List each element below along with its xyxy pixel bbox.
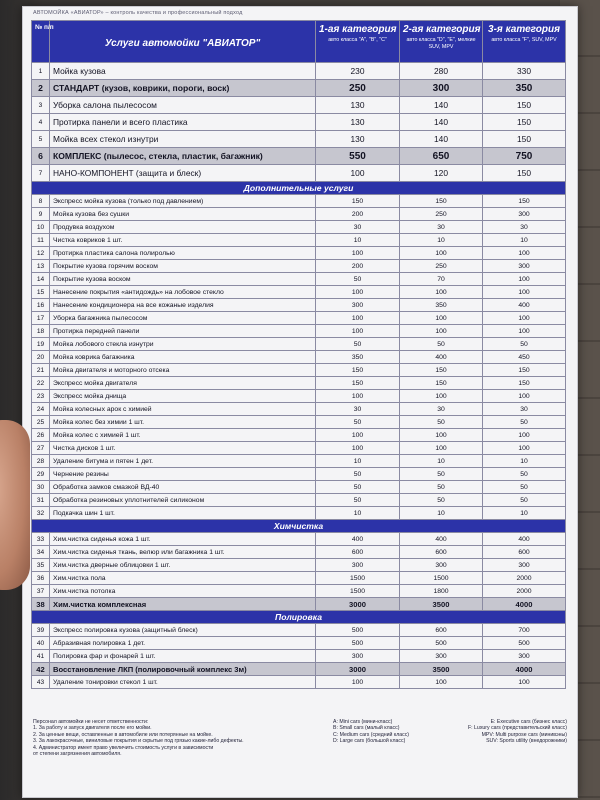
row-service: Удаление битума и пятен 1 дет. [50,455,316,468]
section-header [32,611,566,624]
row-price-cat3: 300 [483,559,566,572]
row-number: 31 [32,494,50,507]
row-number: 7 [32,165,50,182]
row-price-cat3: 350 [483,80,566,97]
row-service: Продувка воздухом [50,221,316,234]
footer-note-line: от степени загрязнения автомобиля. [33,751,122,758]
row-number: 33 [32,533,50,546]
row-number: 24 [32,403,50,416]
row-price-cat3: 700 [483,624,566,637]
row-price-cat3: 100 [483,429,566,442]
row-number: 3 [32,97,50,114]
row-price-cat1: 100 [316,165,400,182]
row-price-cat2: 300 [400,559,483,572]
row-number: 12 [32,247,50,260]
table-row [32,637,566,650]
row-price-cat2: 150 [400,364,483,377]
row-price-cat2: 100 [400,312,483,325]
row-price-cat1: 100 [316,325,400,338]
row-number: 19 [32,338,50,351]
table-row [32,390,566,403]
table-row [32,338,566,351]
row-price-cat2: 1500 [400,572,483,585]
row-service: Мойка колес без химии 1 шт. [50,416,316,429]
row-number: 13 [32,260,50,273]
footer-note-line: 4. Администратор имеет право увеличить стоимость услуги в зависимости [33,744,214,751]
row-price-cat3: 100 [483,676,566,689]
row-price-cat3: 2000 [483,572,566,585]
row-price-cat1: 3000 [316,598,400,611]
row-price-cat2: 140 [400,97,483,114]
row-number: 39 [32,624,50,637]
table-row [32,260,566,273]
row-service: Хим.чистка пола [50,572,316,585]
holding-thumb [0,420,30,590]
row-number: 32 [32,507,50,520]
row-service: Мойка кузова [50,63,316,80]
car-class-line: B: Small cars (малый класс) [333,725,400,732]
row-price-cat3: 400 [483,299,566,312]
car-class-line: F: Luxury cars (представительский класс) [468,725,567,732]
row-service: Протирка панели и всего пластика [50,114,316,131]
row-service: Мойка кузова без сушки [50,208,316,221]
table-row [32,663,566,676]
row-price-cat2: 3500 [400,598,483,611]
row-number: 4 [32,114,50,131]
row-service: Мойка колес с химией 1 шт. [50,429,316,442]
row-price-cat2: 120 [400,165,483,182]
row-price-cat1: 1500 [316,585,400,598]
row-price-cat3: 10 [483,507,566,520]
table-row [32,559,566,572]
row-price-cat3: 300 [483,208,566,221]
category-2-name: 2-ая категория [403,24,481,35]
table-row [32,148,566,165]
row-service: Удаление тонировки стекол 1 шт. [50,676,316,689]
row-service: Мойка коврика багажника [50,351,316,364]
row-price-cat2: 50 [400,481,483,494]
row-price-cat3: 750 [483,148,566,165]
category-1-name: 1-ая категория [319,24,397,35]
table-row [32,114,566,131]
row-service: Мойка двигателя и моторного отсека [50,364,316,377]
row-price-cat1: 50 [316,494,400,507]
row-service: Чернение резины [50,468,316,481]
row-service: Мойка всех стекол изнутри [50,131,316,148]
footer-classes-left [333,719,443,745]
row-number: 30 [32,481,50,494]
row-service: Хим.чистка потолка [50,585,316,598]
row-price-cat2: 100 [400,429,483,442]
row-number: 43 [32,676,50,689]
row-price-cat2: 100 [400,247,483,260]
row-number: 36 [32,572,50,585]
row-price-cat1: 100 [316,390,400,403]
row-price-cat2: 100 [400,676,483,689]
row-number: 22 [32,377,50,390]
row-service: Хим.чистка сиденья ткань, велюр или багажника 1 шт. [50,546,316,559]
row-service: Нанесение покрытия «антидождь» на лобовое стекло [50,286,316,299]
table-body [32,63,566,689]
row-price-cat1: 100 [316,429,400,442]
row-price-cat3: 150 [483,377,566,390]
row-price-cat2: 400 [400,351,483,364]
row-number: 35 [32,559,50,572]
row-price-cat2: 250 [400,208,483,221]
row-price-cat1: 30 [316,403,400,416]
category-2-sub: авто класса "D", "E", мелкие SUV, MPV [406,37,476,50]
row-price-cat1: 150 [316,377,400,390]
row-service: Покрытие кузова горячим воском [50,260,316,273]
row-number: 14 [32,273,50,286]
category-1-sub: авто класса "А", "В", "С" [328,37,387,43]
row-number: 16 [32,299,50,312]
row-price-cat1: 150 [316,195,400,208]
row-number: 17 [32,312,50,325]
table-row [32,195,566,208]
row-price-cat1: 30 [316,221,400,234]
row-service: Хим.чистка сиденья кожа 1 шт. [50,533,316,546]
row-price-cat3: 10 [483,234,566,247]
row-price-cat1: 300 [316,559,400,572]
row-number: 29 [32,468,50,481]
row-price-cat1: 100 [316,247,400,260]
row-service: Экспресс мойка кузова (только под давлением) [50,195,316,208]
row-price-cat3: 100 [483,390,566,403]
row-price-cat3: 100 [483,442,566,455]
row-price-cat3: 50 [483,494,566,507]
row-price-cat3: 100 [483,273,566,286]
table-row [32,312,566,325]
row-number: 2 [32,80,50,97]
row-price-cat1: 10 [316,455,400,468]
row-price-cat2: 600 [400,624,483,637]
table-row [32,97,566,114]
header-category-2 [400,21,483,63]
footer-note-line: Персонал автомойки не несет ответственности: [33,719,149,725]
row-price-cat1: 10 [316,234,400,247]
row-price-cat3: 100 [483,325,566,338]
header-category-3 [483,21,566,63]
row-price-cat1: 100 [316,286,400,299]
row-number: 34 [32,546,50,559]
table-row [32,208,566,221]
table-row [32,455,566,468]
row-service: Уборка багажника пылесосом [50,312,316,325]
row-price-cat1: 500 [316,637,400,650]
row-price-cat2: 150 [400,377,483,390]
row-price-cat3: 100 [483,286,566,299]
row-price-cat3: 400 [483,533,566,546]
row-price-cat2: 400 [400,533,483,546]
row-price-cat1: 50 [316,273,400,286]
row-service: Подкачка шин 1 шт. [50,507,316,520]
row-price-cat1: 50 [316,481,400,494]
row-price-cat3: 300 [483,260,566,273]
row-price-cat2: 10 [400,234,483,247]
row-price-cat1: 100 [316,676,400,689]
row-price-cat2: 10 [400,455,483,468]
row-number: 42 [32,663,50,676]
row-price-cat1: 3000 [316,663,400,676]
row-price-cat3: 50 [483,416,566,429]
row-service: Протирка передней панели [50,325,316,338]
car-class-line: MPV: Multi purpose cars (минивэны) [481,731,567,738]
row-price-cat3: 4000 [483,663,566,676]
row-price-cat2: 140 [400,114,483,131]
price-list-sheet [22,6,578,798]
row-price-cat2: 50 [400,338,483,351]
row-price-cat3: 50 [483,481,566,494]
row-number: 10 [32,221,50,234]
row-price-cat2: 50 [400,416,483,429]
section-title: Полировка [32,611,566,624]
table-row [32,165,566,182]
row-service: НАНО-КОМПОНЕНТ (защита и блеск) [50,165,316,182]
table-row [32,234,566,247]
footer-note-line: 2. За ценные вещи, оставленные в автомобиле или потерянные на мойке. [33,731,213,738]
table-row [32,325,566,338]
row-price-cat3: 2000 [483,585,566,598]
row-price-cat2: 1800 [400,585,483,598]
row-service: Хим.чистка комплексная [50,598,316,611]
row-number: 37 [32,585,50,598]
row-price-cat2: 100 [400,390,483,403]
table-row [32,481,566,494]
car-class-line: SUV: Sports utility (внедорожники) [486,738,567,745]
table-row [32,598,566,611]
footer-note-line: 3. За лакокрасочные, виниловые покрытия и скрытые под грязью какие-либо дефекты. [33,738,244,745]
row-number: 6 [32,148,50,165]
table-row [32,624,566,637]
table-row [32,468,566,481]
car-class-line: A: Mini cars (мини-класс) [333,719,393,725]
row-price-cat2: 10 [400,507,483,520]
footer-note-line: 1. За работу и запуск двигателя после его мойки. [33,725,152,732]
header-number: № п/п [32,21,50,63]
row-number: 15 [32,286,50,299]
row-price-cat3: 330 [483,63,566,80]
table-row [32,585,566,598]
row-service: Нанесение кондиционера на все кожаные изделия [50,299,316,312]
row-service: Чистка ковриков 1 шт. [50,234,316,247]
table-row [32,286,566,299]
table-row [32,131,566,148]
row-number: 23 [32,390,50,403]
row-price-cat2: 300 [400,80,483,97]
row-service: Экспресс полировка кузова (защитный блеск) [50,624,316,637]
row-price-cat1: 230 [316,63,400,80]
table-row [32,299,566,312]
table-row [32,507,566,520]
row-service: Уборка салона пылесосом [50,97,316,114]
row-number: 9 [32,208,50,221]
table-row [32,429,566,442]
table-row [32,221,566,234]
category-3-sub: авто класса "F", SUV, MPV [491,37,557,43]
row-number: 38 [32,598,50,611]
row-price-cat2: 650 [400,148,483,165]
table-row [32,63,566,80]
row-service: Обработка резиновых уплотнителей силиконом [50,494,316,507]
row-price-cat3: 600 [483,546,566,559]
row-price-cat2: 3500 [400,663,483,676]
row-price-cat1: 50 [316,338,400,351]
footer-notes [33,719,273,757]
table-row [32,572,566,585]
row-price-cat3: 150 [483,97,566,114]
row-number: 20 [32,351,50,364]
row-price-cat1: 150 [316,364,400,377]
row-price-cat2: 30 [400,403,483,416]
row-price-cat3: 100 [483,312,566,325]
section-title: Химчистка [32,520,566,533]
table-row [32,364,566,377]
row-number: 26 [32,429,50,442]
table-header [32,21,566,63]
row-price-cat2: 300 [400,650,483,663]
row-price-cat1: 130 [316,97,400,114]
row-price-cat2: 100 [400,325,483,338]
row-price-cat2: 350 [400,299,483,312]
header-category-1 [316,21,400,63]
row-price-cat1: 300 [316,650,400,663]
row-price-cat1: 50 [316,416,400,429]
table-row [32,377,566,390]
row-number: 21 [32,364,50,377]
row-service: Хим.чистка дверные облицовки 1 шт. [50,559,316,572]
row-price-cat2: 280 [400,63,483,80]
row-price-cat2: 600 [400,546,483,559]
row-price-cat1: 500 [316,624,400,637]
row-number: 25 [32,416,50,429]
row-service: Протирка пластика салона полиролью [50,247,316,260]
row-price-cat3: 50 [483,468,566,481]
row-service: Чистка дисков 1 шт. [50,442,316,455]
row-number: 18 [32,325,50,338]
row-price-cat3: 100 [483,247,566,260]
row-service: Абразивная полировка 1 дет. [50,637,316,650]
row-price-cat3: 30 [483,221,566,234]
row-price-cat3: 4000 [483,598,566,611]
row-price-cat3: 300 [483,650,566,663]
row-number: 28 [32,455,50,468]
row-price-cat3: 150 [483,131,566,148]
table-row [32,416,566,429]
table-row [32,351,566,364]
row-price-cat2: 30 [400,221,483,234]
row-price-cat3: 150 [483,165,566,182]
row-price-cat1: 600 [316,546,400,559]
row-price-cat1: 300 [316,299,400,312]
row-price-cat3: 150 [483,114,566,131]
row-price-cat2: 140 [400,131,483,148]
row-price-cat3: 10 [483,455,566,468]
section-header [32,182,566,195]
row-price-cat1: 350 [316,351,400,364]
row-price-cat2: 250 [400,260,483,273]
row-price-cat1: 200 [316,208,400,221]
table-row [32,80,566,97]
row-price-cat1: 100 [316,312,400,325]
row-price-cat1: 200 [316,260,400,273]
table-row [32,676,566,689]
row-service: Экспресс мойка двигателя [50,377,316,390]
row-price-cat1: 50 [316,468,400,481]
row-price-cat2: 70 [400,273,483,286]
row-service: Покрытие кузова воском [50,273,316,286]
row-service: Обработка замков смазкой ВД-40 [50,481,316,494]
car-class-line: E: Executive cars (бизнес класс) [490,719,567,725]
row-price-cat2: 500 [400,637,483,650]
table-row [32,546,566,559]
row-number: 8 [32,195,50,208]
row-price-cat1: 1500 [316,572,400,585]
row-price-cat2: 100 [400,286,483,299]
table-row [32,533,566,546]
row-price-cat1: 550 [316,148,400,165]
price-table [31,20,566,689]
row-service: КОМПЛЕКС (пылесос, стекла, пластик, багажник) [50,148,316,165]
row-price-cat1: 130 [316,114,400,131]
table-row [32,403,566,416]
row-service: Восстановление ЛКП (полировочный комплекс 3м) [50,663,316,676]
row-price-cat3: 450 [483,351,566,364]
row-number: 11 [32,234,50,247]
row-price-cat3: 30 [483,403,566,416]
row-price-cat2: 100 [400,442,483,455]
row-number: 40 [32,637,50,650]
row-price-cat3: 50 [483,338,566,351]
table-row [32,442,566,455]
row-service: Мойка колесных арок с химией [50,403,316,416]
document-caption: АВТОМОЙКА «АВИАТОР» – контроль качества и профессиональный подход [33,10,243,16]
row-price-cat2: 150 [400,195,483,208]
row-number: 27 [32,442,50,455]
row-service: СТАНДАРТ (кузов, коврики, пороги, воск) [50,80,316,97]
footer-classes-right [443,719,567,745]
row-service: Полировка фар и фонарей 1 шт. [50,650,316,663]
table-row [32,494,566,507]
row-price-cat3: 150 [483,195,566,208]
row-price-cat3: 150 [483,364,566,377]
car-class-line: C: Medium cars (средний класс) [333,731,410,738]
category-3-name: 3-я категория [488,24,560,35]
row-service: Мойка лобового стекла изнутри [50,338,316,351]
row-price-cat1: 100 [316,442,400,455]
table-row [32,650,566,663]
table-row [32,247,566,260]
row-number: 1 [32,63,50,80]
row-price-cat1: 130 [316,131,400,148]
row-service: Экспресс мойка днища [50,390,316,403]
row-number: 5 [32,131,50,148]
section-header [32,520,566,533]
row-price-cat1: 10 [316,507,400,520]
section-title: Дополнительные услуги [32,182,566,195]
row-number: 41 [32,650,50,663]
row-price-cat1: 400 [316,533,400,546]
row-price-cat1: 250 [316,80,400,97]
row-price-cat2: 50 [400,494,483,507]
row-price-cat3: 500 [483,637,566,650]
row-price-cat2: 50 [400,468,483,481]
header-title: Услуги автомойки "АВИАТОР" [50,21,316,63]
car-class-line: D: Large cars (большой класс) [333,738,406,745]
table-row [32,273,566,286]
